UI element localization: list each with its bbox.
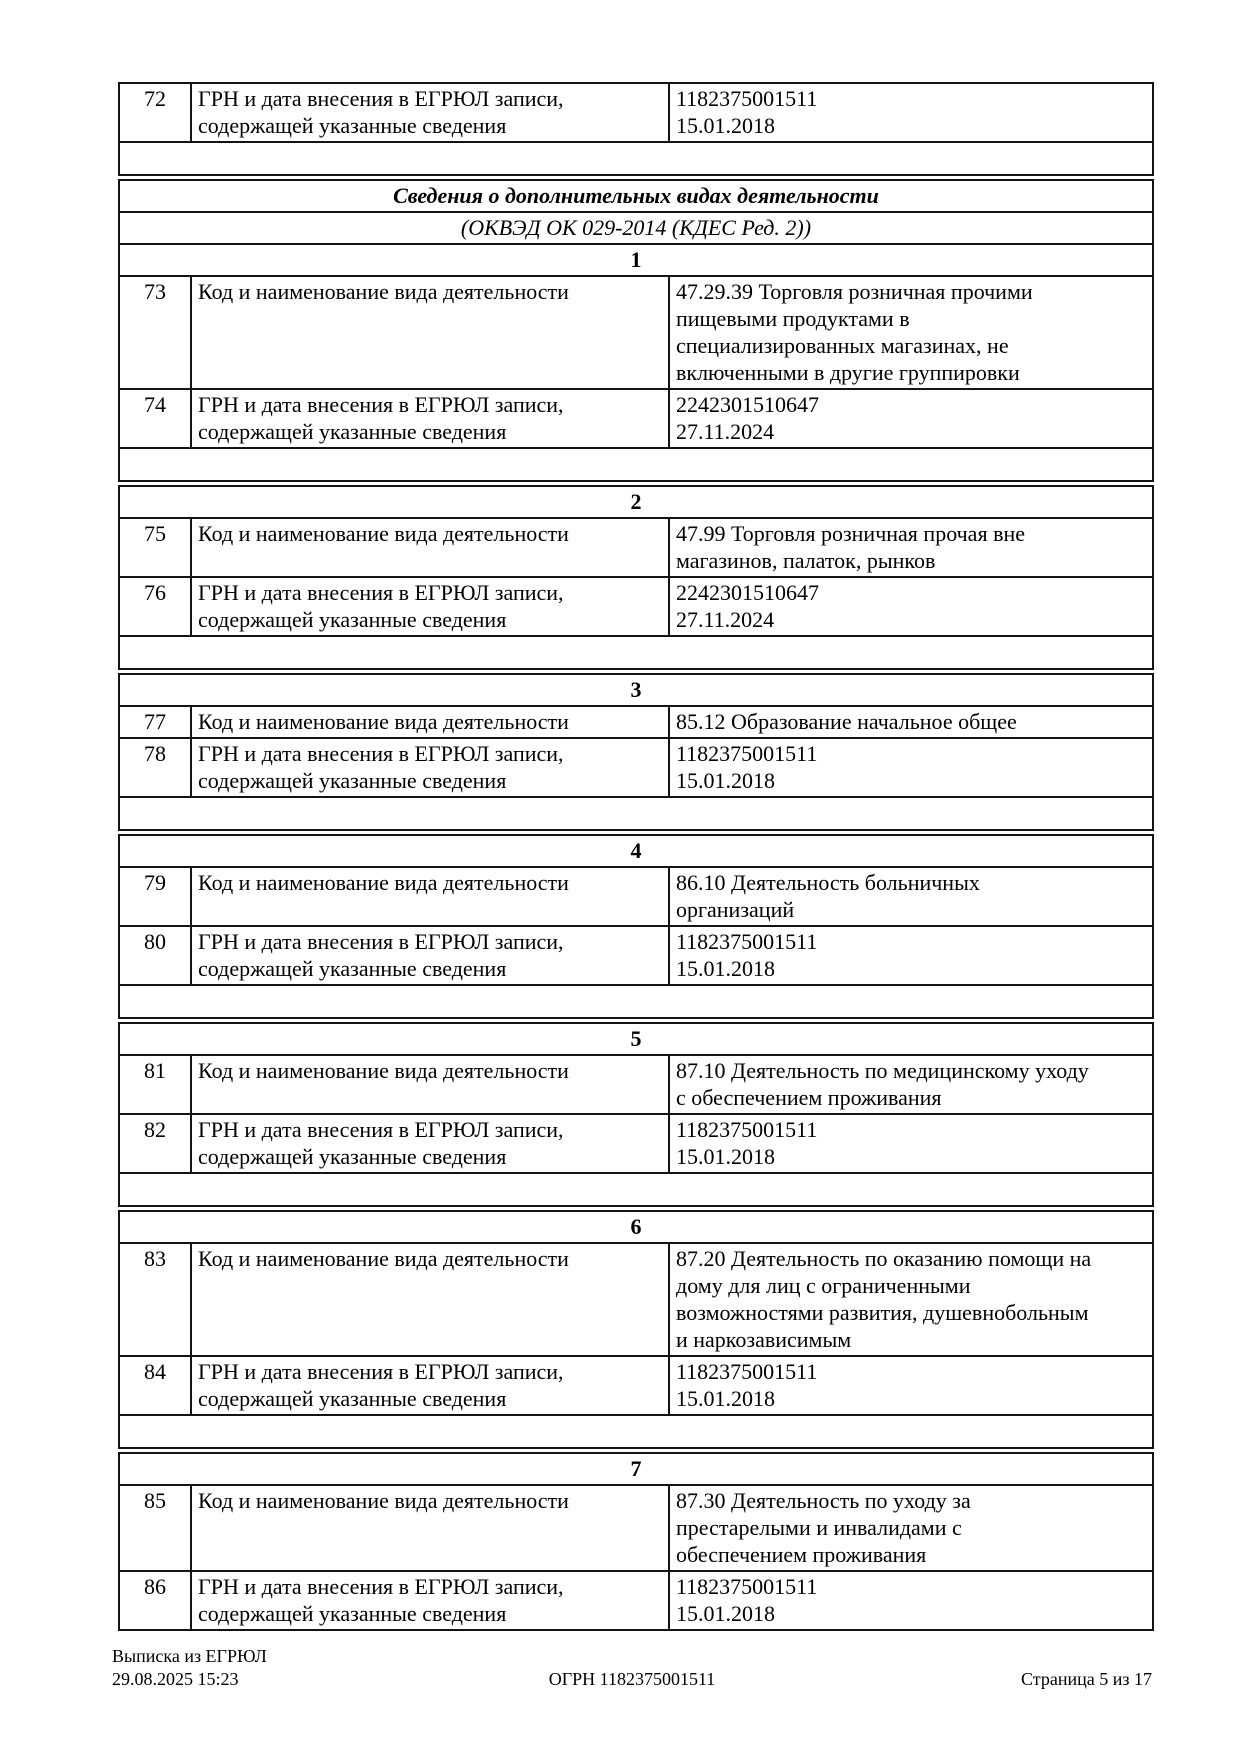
activity-code-line: 47.99 Торговля розничная прочая вне xyxy=(676,521,1025,546)
table-block-section-7 xyxy=(118,1452,1154,1631)
activity-number: 1 xyxy=(119,244,1153,276)
table-row-80 xyxy=(119,926,1153,985)
field-label-cell: ГРН и дата внесения в ЕГРЮЛ записи, содержащей указанные сведения xyxy=(191,1356,669,1415)
activity-number: 3 xyxy=(119,674,1153,706)
activity-code-line: пищевыми продуктами в xyxy=(676,306,910,331)
spacer-cell xyxy=(119,142,1153,175)
field-label-cell: ГРН и дата внесения в ЕГРЮЛ записи, содержащей указанные сведения xyxy=(191,1571,669,1630)
activity-code-line: 87.20 Деятельность по оказанию помощи на xyxy=(676,1246,1092,1271)
table-block-section-4 xyxy=(118,834,1154,1019)
spacer-row xyxy=(119,636,1153,669)
activity-code-line: возможностями развития, душевнобольным xyxy=(676,1300,1089,1325)
row-number-cell: 74 xyxy=(119,389,191,448)
activity-code-line: 87.10 Деятельность по медицинскому уходу xyxy=(676,1058,1089,1083)
field-label-cell: ГРН и дата внесения в ЕГРЮЛ записи, содержащей указанные сведения xyxy=(191,389,669,448)
row-number-cell: 72 xyxy=(119,83,191,142)
field-value-cell xyxy=(669,1055,1153,1114)
field-label-cell: ГРН и дата внесения в ЕГРЮЛ записи, содержащей указанные сведения xyxy=(191,1114,669,1173)
row-number-cell: 76 xyxy=(119,577,191,636)
activity-code-line: обеспечением проживания xyxy=(676,1542,927,1567)
field-label-cell: ГРН и дата внесения в ЕГРЮЛ записи, содержащей указанные сведения xyxy=(191,926,669,985)
grn-number: 1182375001511 xyxy=(676,1117,818,1142)
table-row-79 xyxy=(119,867,1153,926)
table-row-86 xyxy=(119,1571,1153,1630)
table-row-85 xyxy=(119,1485,1153,1571)
table-block-section-1 xyxy=(118,179,1154,482)
table-block-section-5 xyxy=(118,1022,1154,1207)
activity-number-row xyxy=(119,244,1153,276)
field-label-cell: Код и наименование вида деятельности xyxy=(191,276,669,389)
activity-number: 5 xyxy=(119,1023,1153,1055)
field-label-cell: Код и наименование вида деятельности xyxy=(191,1485,669,1571)
field-label-cell: Код и наименование вида деятельности xyxy=(191,1055,669,1114)
footer-doc-info xyxy=(112,1645,459,1691)
activity-number-row xyxy=(119,1023,1153,1055)
row-number-cell: 81 xyxy=(119,1055,191,1114)
activity-number: 6 xyxy=(119,1211,1153,1243)
table-row-77 xyxy=(119,706,1153,738)
activity-number-row xyxy=(119,1453,1153,1485)
activity-code-line: 86.10 Деятельность больничных xyxy=(676,870,980,895)
field-value-cell xyxy=(669,738,1153,797)
spacer-row xyxy=(119,1415,1153,1448)
activity-number: 2 xyxy=(119,486,1153,518)
activity-number-row xyxy=(119,1211,1153,1243)
table-row-78 xyxy=(119,738,1153,797)
field-value-cell xyxy=(669,276,1153,389)
activity-code-line: 85.12 Образование начальное общее xyxy=(676,709,1017,734)
grn-number: 1182375001511 xyxy=(676,1359,818,1384)
grn-date: 15.01.2018 xyxy=(676,956,775,981)
activity-number-row xyxy=(119,835,1153,867)
row-number-cell: 75 xyxy=(119,518,191,577)
footer-page-number: Страница 5 из 17 xyxy=(1021,1669,1153,1689)
grn-date: 27.11.2024 xyxy=(676,419,775,444)
footer-ogrn: ОГРН 1182375001511 xyxy=(548,1669,716,1689)
activity-code-line: и наркозависимым xyxy=(676,1327,852,1352)
activity-code-line: организаций xyxy=(676,897,795,922)
spacer-cell xyxy=(119,1415,1153,1448)
spacer-row xyxy=(119,797,1153,830)
activity-code-line: с обеспечением проживания xyxy=(676,1085,942,1110)
grn-number: 1182375001511 xyxy=(676,1574,818,1599)
activity-code-line: специализированных магазинах, не xyxy=(676,333,1009,358)
activity-code-line: престарелыми и инвалидами с xyxy=(676,1515,962,1540)
field-label-cell: ГРН и дата внесения в ЕГРЮЛ записи, содержащей указанные сведения xyxy=(191,577,669,636)
row-number-cell: 77 xyxy=(119,706,191,738)
spacer-row xyxy=(119,142,1153,175)
row-number-cell: 83 xyxy=(119,1243,191,1356)
field-value-cell xyxy=(669,389,1153,448)
table-row-81 xyxy=(119,1055,1153,1114)
field-value-cell xyxy=(669,518,1153,577)
row-number-cell: 73 xyxy=(119,276,191,389)
row-number-cell: 84 xyxy=(119,1356,191,1415)
row-number-cell: 82 xyxy=(119,1114,191,1173)
field-label-cell: Код и наименование вида деятельности xyxy=(191,706,669,738)
table-row-73 xyxy=(119,276,1153,389)
spacer-cell xyxy=(119,985,1153,1018)
spacer-row xyxy=(119,1173,1153,1206)
spacer-row xyxy=(119,448,1153,481)
field-label-cell: ГРН и дата внесения в ЕГРЮЛ записи, содержащей указанные сведения xyxy=(191,738,669,797)
field-value-cell xyxy=(669,1243,1153,1356)
section-subtitle-row xyxy=(119,212,1153,244)
grn-date: 15.01.2018 xyxy=(676,1601,775,1626)
section-title-row xyxy=(119,180,1153,212)
table-row-72 xyxy=(119,83,1153,142)
field-label-cell: ГРН и дата внесения в ЕГРЮЛ записи, содержащей указанные сведения xyxy=(191,83,669,142)
row-number-cell: 85 xyxy=(119,1485,191,1571)
field-value-cell xyxy=(669,1356,1153,1415)
grn-number: 1182375001511 xyxy=(676,929,818,954)
table-block-section-6 xyxy=(118,1210,1154,1449)
activity-number-row xyxy=(119,674,1153,706)
field-label-cell: Код и наименование вида деятельности xyxy=(191,867,669,926)
field-value-cell xyxy=(669,1571,1153,1630)
section-title: Сведения о дополнительных видах деятельности xyxy=(119,180,1153,212)
row-number-cell: 78 xyxy=(119,738,191,797)
activity-code-line: 47.29.39 Торговля розничная прочими xyxy=(676,279,1033,304)
table-block-section-2 xyxy=(118,485,1154,670)
field-value-cell xyxy=(669,1485,1153,1571)
spacer-row xyxy=(119,985,1153,1018)
grn-number: 2242301510647 xyxy=(676,392,819,417)
footer-datetime: 29.08.2025 15:23 xyxy=(112,1669,239,1689)
spacer-cell xyxy=(119,1173,1153,1206)
egrul-extract-page xyxy=(118,82,1154,1634)
field-value-cell xyxy=(669,1114,1153,1173)
field-value-cell xyxy=(669,926,1153,985)
field-label-cell: Код и наименование вида деятельности xyxy=(191,1243,669,1356)
activity-code-line: включенными в другие группировки xyxy=(676,360,1020,385)
activity-code-line: дому для лиц с ограниченными xyxy=(676,1273,971,1298)
table-row-83 xyxy=(119,1243,1153,1356)
activity-number: 7 xyxy=(119,1453,1153,1485)
table-row-75 xyxy=(119,518,1153,577)
field-value-cell xyxy=(669,867,1153,926)
grn-date: 27.11.2024 xyxy=(676,607,775,632)
grn-number: 1182375001511 xyxy=(676,741,818,766)
grn-number: 2242301510647 xyxy=(676,580,819,605)
activity-number: 4 xyxy=(119,835,1153,867)
spacer-cell xyxy=(119,797,1153,830)
field-value-cell xyxy=(669,706,1153,738)
spacer-cell xyxy=(119,636,1153,669)
grn-date: 15.01.2018 xyxy=(676,768,775,793)
section-subtitle: (ОКВЭД ОК 029-2014 (КДЕС Ред. 2)) xyxy=(119,212,1153,244)
table-row-84 xyxy=(119,1356,1153,1415)
activity-code-line: магазинов, палаток, рынков xyxy=(676,548,936,573)
grn-date: 15.01.2018 xyxy=(676,113,775,138)
page-footer xyxy=(112,1645,1152,1691)
table-row-76 xyxy=(119,577,1153,636)
grn-number: 1182375001511 xyxy=(676,86,818,111)
spacer-cell xyxy=(119,448,1153,481)
row-number-cell: 79 xyxy=(119,867,191,926)
footer-doc-type: Выписка из ЕГРЮЛ xyxy=(112,1646,267,1666)
field-value-cell xyxy=(669,83,1153,142)
activity-number-row xyxy=(119,486,1153,518)
activity-code-line: 87.30 Деятельность по уходу за xyxy=(676,1488,971,1513)
table-row-82 xyxy=(119,1114,1153,1173)
grn-date: 15.01.2018 xyxy=(676,1144,775,1169)
row-number-cell: 80 xyxy=(119,926,191,985)
row-number-cell: 86 xyxy=(119,1571,191,1630)
grn-date: 15.01.2018 xyxy=(676,1386,775,1411)
table-row-74 xyxy=(119,389,1153,448)
field-label-cell: Код и наименование вида деятельности xyxy=(191,518,669,577)
field-value-cell xyxy=(669,577,1153,636)
table-block-section-3 xyxy=(118,673,1154,831)
table-block-intro xyxy=(118,82,1154,176)
